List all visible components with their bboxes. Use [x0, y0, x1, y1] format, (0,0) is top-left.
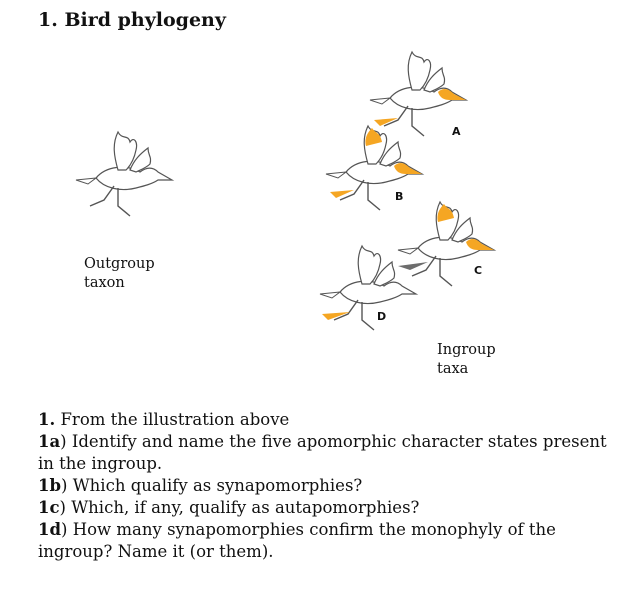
question-1c-text: ) Which, if any, qualify as autapomorphies? [59, 498, 420, 517]
outgroup-label-line2: taxon [84, 275, 125, 291]
outgroup-label-line1: Outgroup [84, 256, 155, 272]
outgroup-bird [76, 132, 172, 216]
question-1c-number: 1c [38, 498, 60, 517]
page-title: 1. Bird phylogeny [38, 9, 226, 31]
question-1 [38, 409, 608, 431]
question-1b-text: ) Which qualify as synapomorphies? [61, 476, 363, 495]
question-1-text: From the illustration above [55, 410, 290, 429]
ingroup-label [437, 341, 496, 379]
taxon-label-d: D [377, 310, 387, 323]
ingroup-label-line1: Ingroup [437, 342, 496, 358]
question-1d [38, 519, 608, 563]
question-1-number: 1. [38, 410, 56, 429]
question-1d-number: 1d [38, 520, 62, 539]
question-1a [38, 431, 608, 475]
ingroup-label-line2: taxa [437, 361, 469, 377]
taxon-label-c: C [474, 264, 483, 277]
question-block [38, 409, 608, 563]
question-1a-number: 1a [38, 432, 61, 451]
taxon-label-a: A [452, 125, 461, 138]
bird-a [370, 52, 466, 136]
question-1d-text: ) How many synapomorphies confirm the monophyly of the ingroup? Name it (or them). [38, 520, 556, 561]
question-1b-number: 1b [38, 476, 62, 495]
question-1b [38, 475, 608, 497]
taxon-label-b: B [395, 190, 404, 203]
question-1a-text: ) Identify and name the five apomorphic character states present in the ingroup. [38, 432, 607, 473]
question-1c [38, 497, 608, 519]
bird-b [326, 126, 422, 210]
bird-d [320, 246, 416, 330]
outgroup-label [84, 255, 155, 293]
